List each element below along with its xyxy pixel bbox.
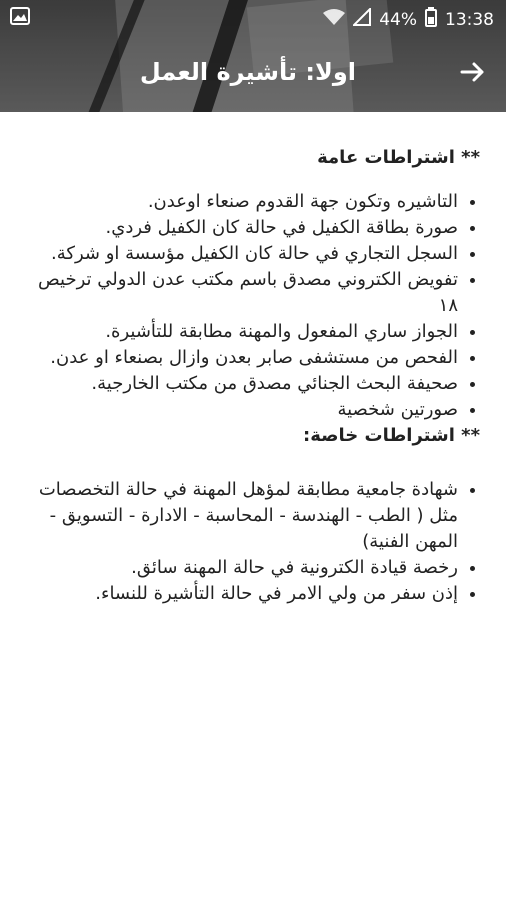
status-bar [0, 0, 506, 34]
list-item: • السجل التجاري في حالة كان الكفيل مؤسسة او شركة. [30, 241, 458, 267]
content-area [30, 145, 480, 607]
image-icon [10, 7, 30, 30]
wifi-icon [323, 8, 345, 31]
back-button[interactable] [456, 58, 488, 90]
general-requirements-list [30, 189, 480, 423]
section-title-special: ** اشتراطات خاصة: [303, 425, 480, 446]
clock: 13:38 [445, 9, 494, 30]
battery-icon [425, 7, 437, 32]
list-item: • صورة بطاقة الكفيل في حالة كان الكفيل فردي. [30, 215, 458, 241]
list-item: • تفويض الكتروني مصدق باسم مكتب عدن الدولي ترخيص ١٨ [30, 267, 458, 319]
list-item: • الجواز ساري المفعول والمهنة مطابقة للتأشيرة. [30, 319, 458, 345]
list-item: • إذن سفر من ولي الامر في حالة التأشيرة للنساء. [30, 581, 458, 607]
list-item: • رخصة قيادة الكترونية في حالة المهنة سائق. [30, 555, 458, 581]
list-item: • الفحص من مستشفى صابر بعدن وازال بصنعاء او عدن. [30, 345, 458, 371]
header-banner [0, 0, 506, 112]
list-item: • شهادة جامعية مطابقة لمؤهل المهنة في حالة التخصصات مثل ( الطب - الهندسة - المحاسبة - الادارة - التسويق - المهن الفنية) [30, 477, 458, 555]
signal-icon [353, 8, 371, 31]
section-title-general: ** اشتراطات عامة [317, 147, 480, 168]
list-item: • صحيفة البحث الجنائي مصدق من مكتب الخارجية. [30, 371, 458, 397]
battery-percent: 44% [379, 9, 417, 30]
list-item: • صورتين شخصية [30, 397, 458, 423]
arrow-forward-icon [458, 59, 486, 94]
list-item: • التاشيره وتكون جهة القدوم صنعاء اوعدن. [30, 189, 458, 215]
special-requirements-list [30, 477, 480, 607]
page-title: اولا: تأشيرة العمل [139, 58, 356, 86]
